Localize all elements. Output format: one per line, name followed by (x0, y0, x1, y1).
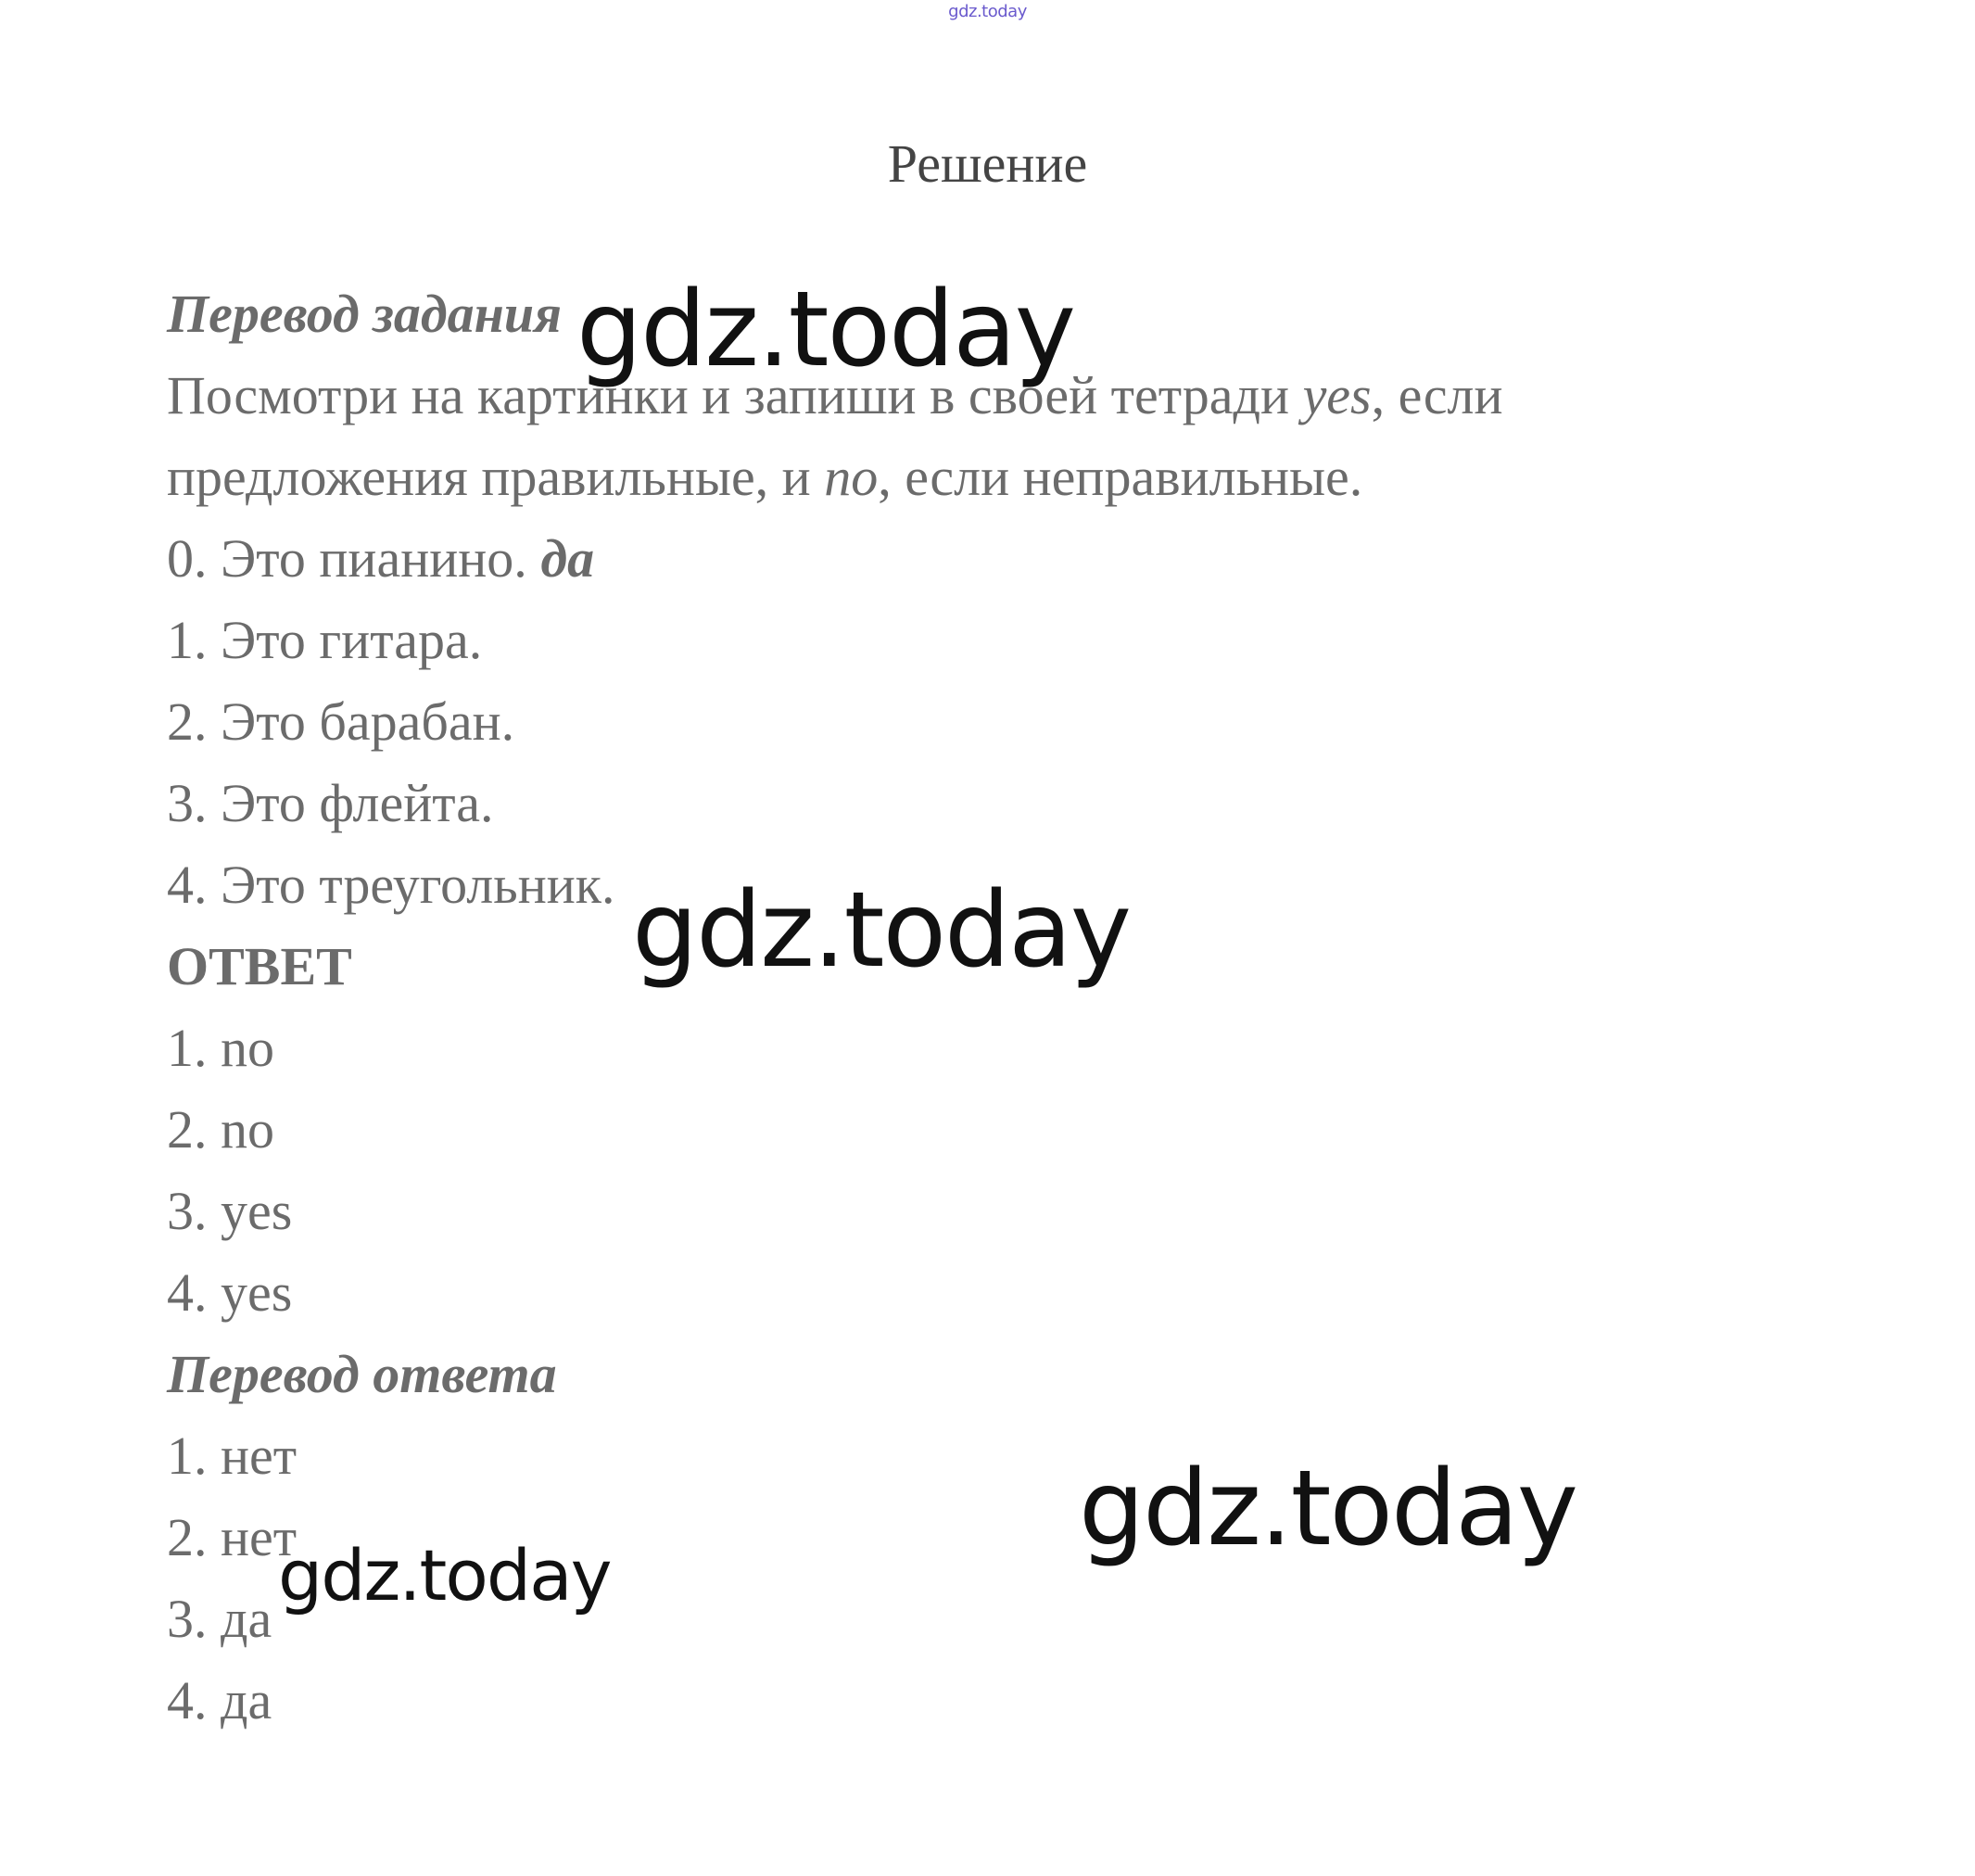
answer-translation-item: 3. да (167, 1589, 272, 1649)
answer-item: 2. no (167, 1099, 274, 1160)
instruction-text: предложения правильные, и (167, 447, 825, 507)
task-translation-heading: Перевод задания (167, 284, 562, 344)
example-item (167, 528, 595, 589)
answer-heading: ОТВЕТ (167, 936, 352, 996)
answer-translation-heading: Перевод ответа (167, 1344, 557, 1404)
example-answer: да (540, 528, 595, 589)
answer-item: 1. no (167, 1018, 274, 1078)
instruction-yes-word: yes (1302, 365, 1372, 425)
watermark: gdz.today (1079, 1449, 1577, 1569)
page-title: Решение (887, 133, 1088, 194)
watermark: gdz.today (632, 870, 1131, 991)
instruction-text: , если неправильные. (878, 447, 1363, 507)
instruction-no-word: no (824, 447, 879, 507)
answer-item: 3. yes (167, 1181, 293, 1241)
answer-translation-item: 2. нет (167, 1507, 298, 1567)
task-item: 2. Это барабан. (167, 691, 515, 752)
task-item: 1. Это гитара. (167, 610, 483, 670)
answer-translation-item: 4. да (167, 1670, 272, 1730)
watermark: gdz.today (278, 1534, 611, 1616)
example-text: 0. Это пианино. (167, 528, 541, 589)
task-item: 3. Это флейта. (167, 773, 494, 833)
watermark: gdz.today (576, 270, 1075, 390)
instruction-text: , если (1371, 365, 1503, 425)
task-item: 4. Это треугольник. (167, 855, 615, 915)
top-watermark: gdz.today (948, 2, 1027, 21)
answer-item: 4. yes (167, 1262, 293, 1323)
answer-translation-item: 1. нет (167, 1426, 298, 1486)
instruction-text: Посмотри на картинки и запиши в своей тетради (167, 365, 1303, 425)
instruction-line-2 (167, 447, 1363, 507)
